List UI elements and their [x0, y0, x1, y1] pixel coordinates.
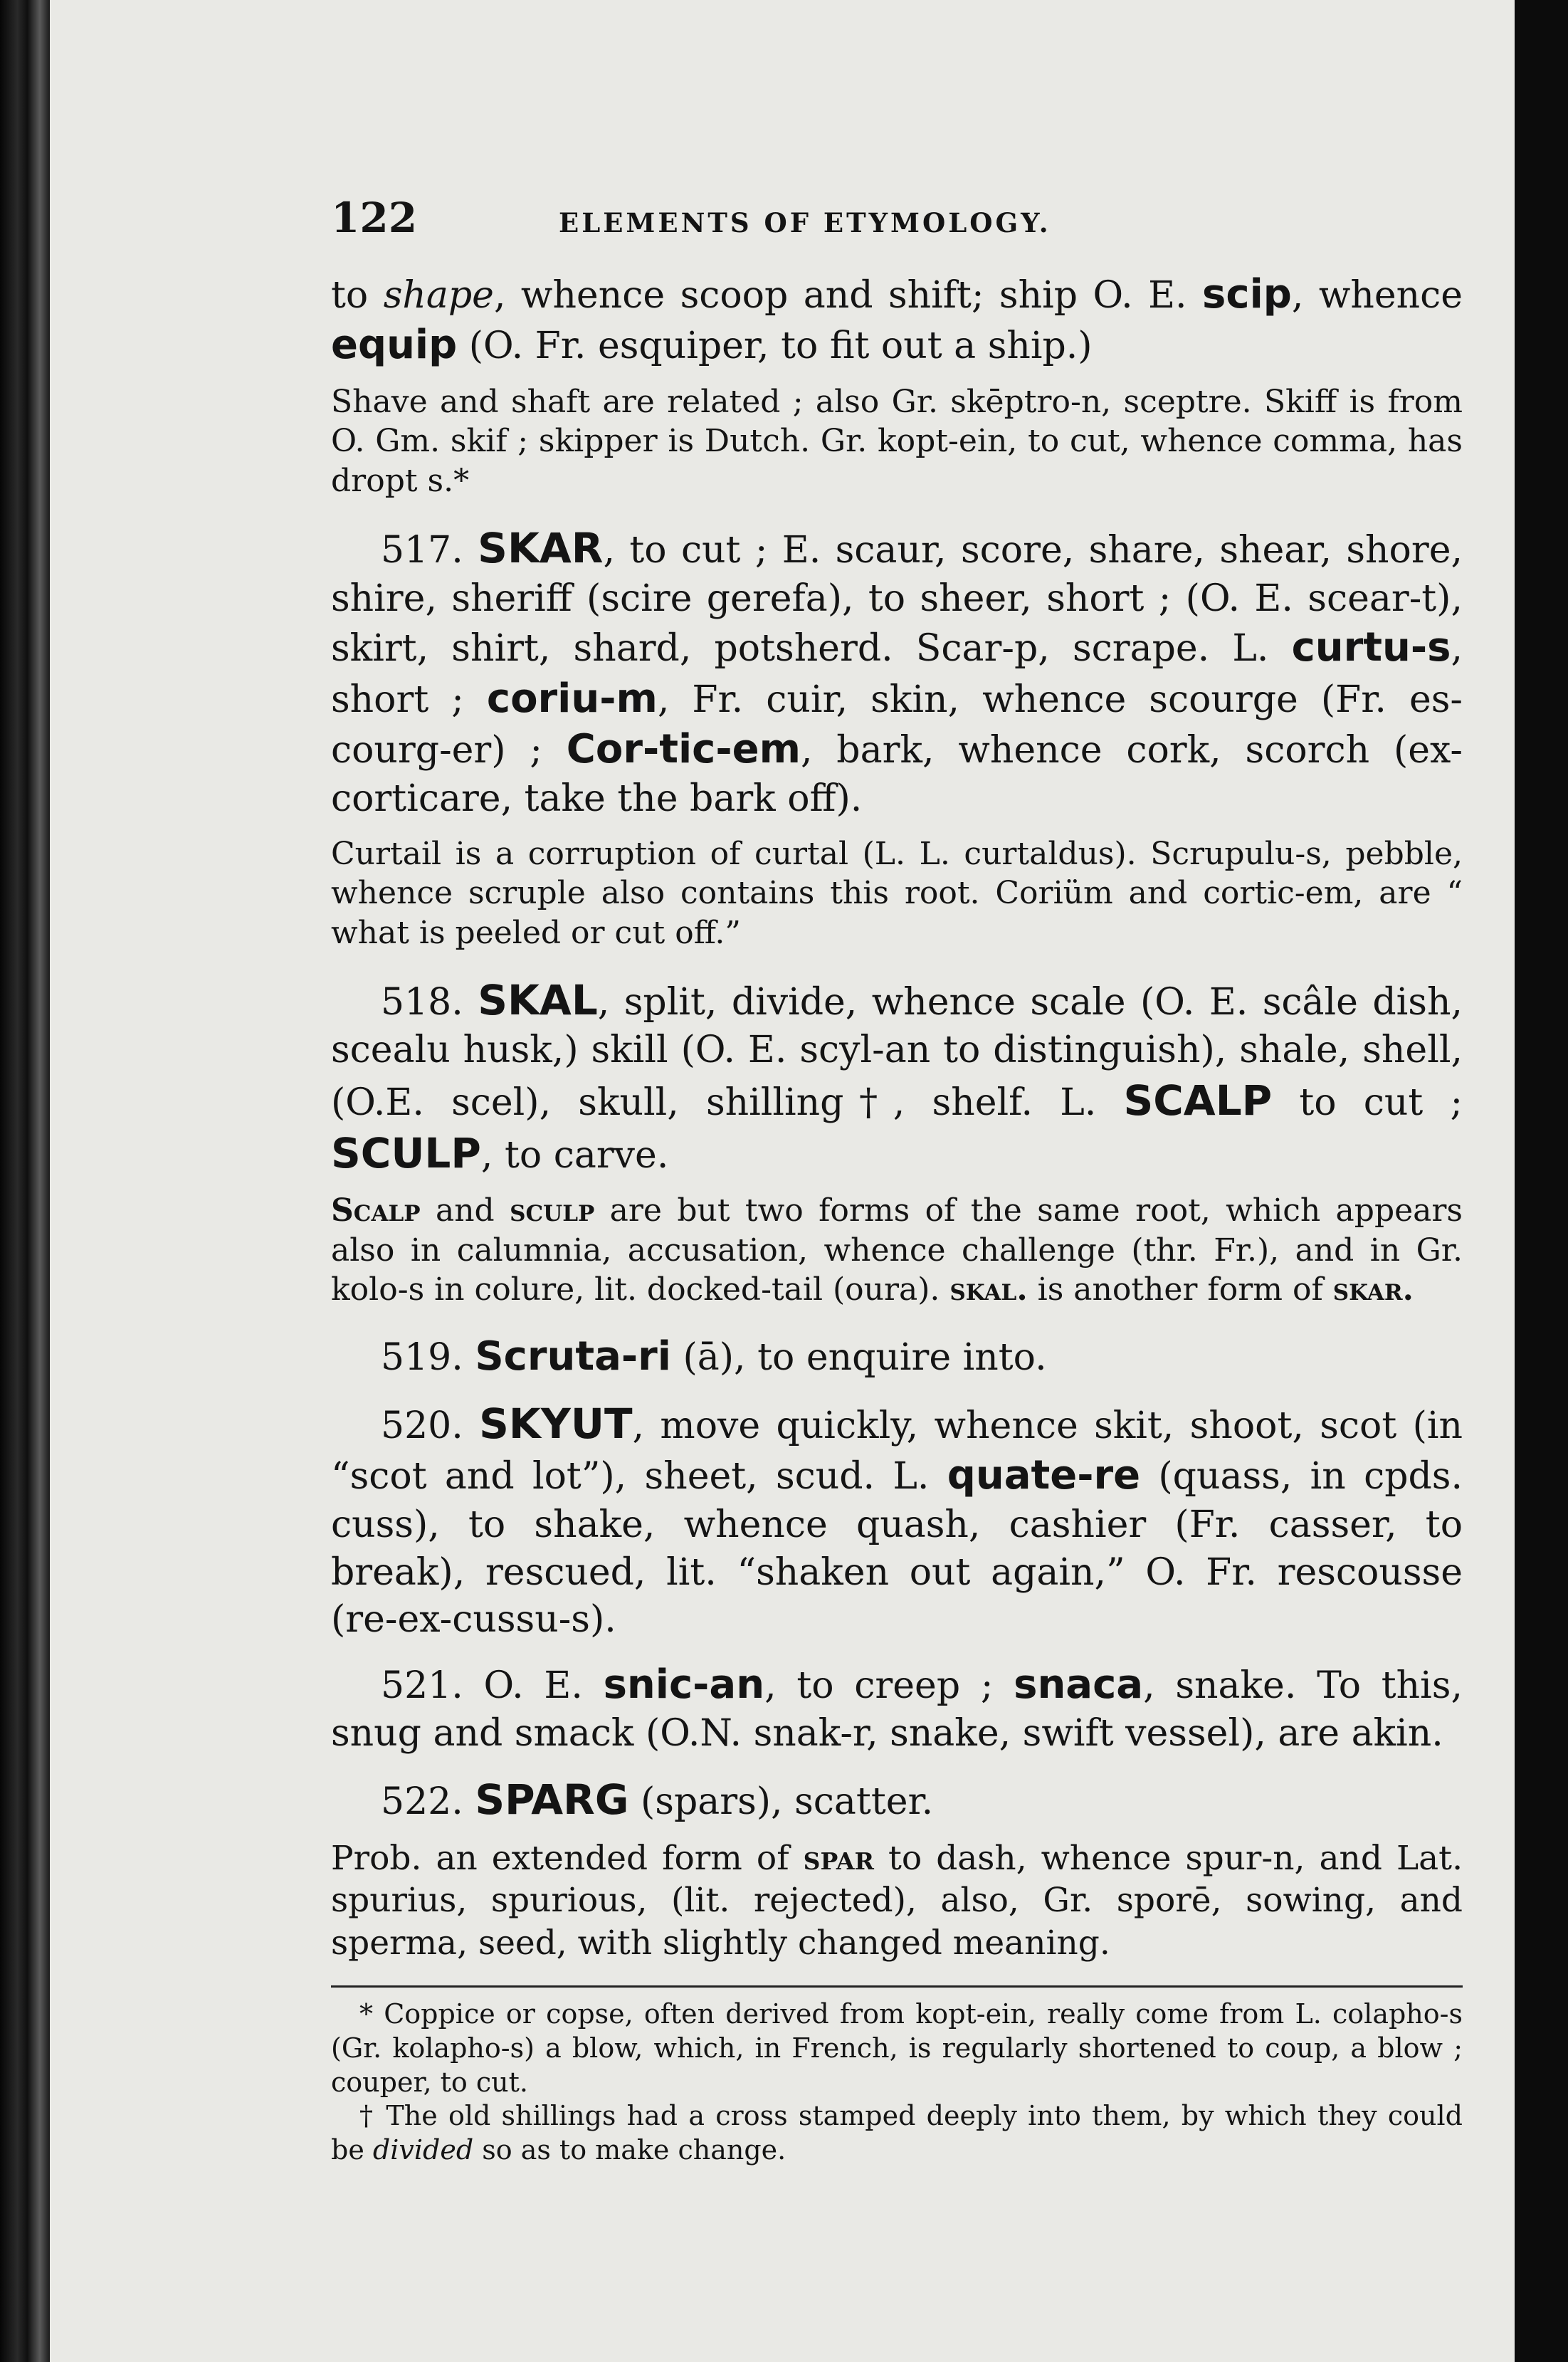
text-run: , to creep ; — [764, 1664, 1014, 1707]
entry-number: 521. — [381, 1664, 463, 1707]
small-caps-term: skar. — [1332, 1271, 1414, 1308]
footnote-asterisk — [331, 1998, 1463, 2100]
text-run: , whence — [1291, 273, 1463, 317]
italic-term: divided — [372, 2134, 474, 2166]
bold-term: curtu-s — [1291, 624, 1451, 671]
text-run: to cut ; — [1272, 1081, 1463, 1124]
entry-number: 519. — [381, 1335, 463, 1379]
root-word: Scruta-ri — [475, 1333, 671, 1380]
footnote-divider — [331, 1985, 1463, 1988]
bold-term: snaca — [1014, 1661, 1144, 1708]
root-word: snic-an — [603, 1661, 765, 1708]
bold-term: scip — [1202, 271, 1292, 317]
small-caps-term: skal. — [949, 1271, 1028, 1308]
entry-number: 518. — [381, 980, 463, 1024]
page-header — [331, 192, 1463, 245]
text-run: (O. Fr. esquiper, to fit out a ship.) — [457, 325, 1093, 368]
page-number: 122 — [331, 194, 418, 242]
entry-521 — [331, 1659, 1463, 1758]
small-caps-term: sculp — [510, 1192, 595, 1229]
text-run: † The old shillings had a cross stamped deeply into them, by which they could be — [331, 2100, 1463, 2166]
entry-522-note — [331, 1837, 1463, 1964]
entry-number: 517. — [381, 529, 463, 572]
root-word: SCULP — [331, 1128, 481, 1177]
entry-number: 520. — [381, 1405, 463, 1448]
italic-term: shape — [383, 273, 494, 317]
book-spine-edge — [0, 0, 50, 2362]
text-run: , to cut ; E. scaur, score, share, shear, shore, shire, sheriff (scire gerefa), to sheer, short ; (O. E. scear-t), skirt, shirt, shard, potsherd. Scar-p, scrape. L. — [331, 529, 1463, 671]
root-word: SKYUT — [479, 1400, 633, 1449]
text-run: (quass, in cpds. cuss), to shake, whence quash, cashier (Fr. casser, to break), rescued, lit. “shaken out again,” O. Fr. rescousse (re-ex-cussu-s). — [331, 1455, 1463, 1642]
text-run: to — [331, 273, 384, 317]
small-caps-term: Scalp — [331, 1192, 421, 1229]
bold-term: equip — [331, 322, 458, 369]
root-word: SCALP — [1123, 1076, 1273, 1125]
text-run: Prob. an extended form of — [331, 1839, 804, 1879]
bold-term: quate-re — [947, 1452, 1141, 1499]
text-run: is another form of — [1027, 1271, 1333, 1308]
entry-518-note — [331, 1191, 1463, 1309]
continuation-note: Shave and shaft are related ; also Gr. skēptro-n, sceptre. Skiff is from O. Gm. skif ; skipper is Dutch. Gr. kopt-ein, to cut, whence comma, has dropt s.* — [331, 384, 1463, 499]
running-title: ELEMENTS OF ETYMOLOGY. — [559, 207, 1051, 238]
entry-517 — [331, 522, 1463, 822]
small-caps-term: spar — [803, 1839, 874, 1879]
continuation-paragraph — [331, 269, 1463, 371]
bold-term: Cor-tic-em — [566, 726, 801, 773]
entry-522 — [331, 1773, 1463, 1826]
text-run: , to carve. — [480, 1133, 669, 1177]
text-run: , bark, whence cork, scorch (ex-corticare, take the bark off). — [331, 729, 1463, 821]
text-run: to dash, whence spur-n, and Lat. spurius, spurious, (lit. rejected), also, Gr. sporē, sowing, and sperma, seed, with slightly changed meaning. — [331, 1839, 1463, 1963]
text-run: and — [420, 1192, 510, 1229]
root-word: SPARG — [475, 1775, 629, 1824]
entry-number: 522. — [381, 1780, 463, 1823]
root-word: SKAR — [478, 524, 604, 573]
root-word: SKAL — [478, 975, 598, 1024]
footnote-dagger — [331, 2099, 1463, 2168]
page-content — [331, 192, 1463, 2168]
text-run: , Fr. cuir, skin, whence scourge (Fr. es-courg-er) ; — [331, 678, 1463, 772]
text-run: are but two forms of the same root, which appears also in calumnia, accusation, whence challenge (thr. Fr.), and in Gr. kolo-s in colure, lit. docked-tail (oura). — [331, 1192, 1463, 1308]
text-run: (ā), to enquire into. — [670, 1335, 1047, 1379]
text-run: , split, divide, whence scale (O. E. scâle dish, scealu husk,) skill (O. E. scyl-an to distinguish), shale, shell, (O.E. scel), skull, shilling†, shelf. L. — [331, 980, 1463, 1124]
text-run: , whence scoop and shift; ship O. E. — [493, 273, 1203, 317]
entry-519 — [331, 1331, 1463, 1382]
text-run: , move quickly, whence skit, shoot, scot (in “scot and lot”), sheet, scud. L. — [331, 1405, 1463, 1498]
text-run: , short ; — [331, 627, 1463, 721]
entry-518 — [331, 974, 1463, 1180]
entry-517-note: Curtail is a corruption of curtal (L. L. curtaldus). Scrupulu-s, pebble, whence scruple also contains this root. Coriüm and cortic-em, are “ what is peeled or cut off.” — [331, 835, 1463, 951]
bold-term: coriu-m — [486, 675, 658, 722]
book-page — [50, 0, 1515, 2362]
text-run: * Coppice or copse, often derived from kopt-ein, really come from L. colapho-s (Gr. kolapho-s) a blow, which, in French, is regularly shortened to coup, a blow ; couper, to cut. — [331, 1998, 1463, 2098]
text-run: O. E. — [463, 1664, 604, 1707]
text-run: so as to make change. — [473, 2134, 786, 2166]
text-run: , snake. To this, snug and smack (O.N. snak-r, snake, swift vessel), are akin. — [331, 1664, 1463, 1755]
entry-520 — [331, 1397, 1463, 1644]
text-run: (spars), scatter. — [628, 1780, 934, 1823]
